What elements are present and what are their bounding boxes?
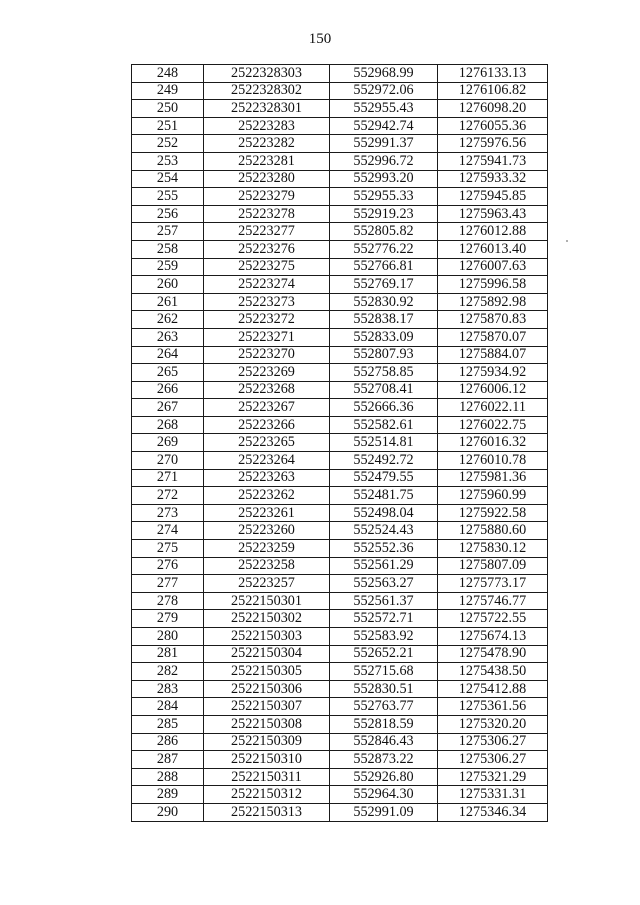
x-coordinate-cell: 552524.43 bbox=[330, 522, 438, 540]
point-id-cell: 25223272 bbox=[204, 311, 330, 329]
x-coordinate-cell: 552833.09 bbox=[330, 328, 438, 346]
table-row bbox=[132, 680, 548, 698]
point-number-cell: 275 bbox=[132, 540, 204, 558]
point-id-cell: 25223275 bbox=[204, 258, 330, 276]
table-row bbox=[132, 786, 548, 804]
x-coordinate-cell: 552498.04 bbox=[330, 504, 438, 522]
point-number-cell: 268 bbox=[132, 416, 204, 434]
point-number-cell: 263 bbox=[132, 328, 204, 346]
table-row bbox=[132, 663, 548, 681]
y-coordinate-cell: 1275941.73 bbox=[438, 152, 548, 170]
y-coordinate-cell: 1275933.32 bbox=[438, 170, 548, 188]
point-number-cell: 289 bbox=[132, 786, 204, 804]
y-coordinate-cell: 1276006.12 bbox=[438, 381, 548, 399]
x-coordinate-cell: 552846.43 bbox=[330, 733, 438, 751]
table-row bbox=[132, 328, 548, 346]
table-row bbox=[132, 715, 548, 733]
point-number-cell: 258 bbox=[132, 240, 204, 258]
x-coordinate-cell: 552514.81 bbox=[330, 434, 438, 452]
point-id-cell: 25223269 bbox=[204, 364, 330, 382]
point-number-cell: 273 bbox=[132, 504, 204, 522]
point-number-cell: 260 bbox=[132, 276, 204, 294]
y-coordinate-cell: 1275306.27 bbox=[438, 751, 548, 769]
scan-speck bbox=[566, 240, 568, 242]
table-row bbox=[132, 82, 548, 100]
point-id-cell: 25223264 bbox=[204, 452, 330, 470]
point-number-cell: 286 bbox=[132, 733, 204, 751]
x-coordinate-cell: 552991.09 bbox=[330, 803, 438, 821]
y-coordinate-cell: 1275438.50 bbox=[438, 663, 548, 681]
point-number-cell: 284 bbox=[132, 698, 204, 716]
x-coordinate-cell: 552838.17 bbox=[330, 311, 438, 329]
point-number-cell: 282 bbox=[132, 663, 204, 681]
point-number-cell: 256 bbox=[132, 205, 204, 223]
point-id-cell: 2522150310 bbox=[204, 751, 330, 769]
point-number-cell: 274 bbox=[132, 522, 204, 540]
point-number-cell: 276 bbox=[132, 557, 204, 575]
x-coordinate-cell: 552926.80 bbox=[330, 768, 438, 786]
y-coordinate-cell: 1275807.09 bbox=[438, 557, 548, 575]
x-coordinate-cell: 552873.22 bbox=[330, 751, 438, 769]
table-row bbox=[132, 751, 548, 769]
point-number-cell: 280 bbox=[132, 628, 204, 646]
point-number-cell: 262 bbox=[132, 311, 204, 329]
point-number-cell: 272 bbox=[132, 487, 204, 505]
x-coordinate-cell: 552776.22 bbox=[330, 240, 438, 258]
point-number-cell: 281 bbox=[132, 645, 204, 663]
x-coordinate-cell: 552991.37 bbox=[330, 135, 438, 153]
y-coordinate-cell: 1275934.92 bbox=[438, 364, 548, 382]
x-coordinate-cell: 552818.59 bbox=[330, 715, 438, 733]
point-number-cell: 283 bbox=[132, 680, 204, 698]
x-coordinate-cell: 552830.92 bbox=[330, 293, 438, 311]
point-id-cell: 25223267 bbox=[204, 399, 330, 417]
point-id-cell: 25223268 bbox=[204, 381, 330, 399]
point-id-cell: 2522150313 bbox=[204, 803, 330, 821]
point-id-cell: 2522150306 bbox=[204, 680, 330, 698]
point-id-cell: 25223266 bbox=[204, 416, 330, 434]
point-id-cell: 25223282 bbox=[204, 135, 330, 153]
coordinates-table bbox=[131, 64, 548, 822]
y-coordinate-cell: 1275996.58 bbox=[438, 276, 548, 294]
table-row bbox=[132, 311, 548, 329]
point-id-cell: 2522150308 bbox=[204, 715, 330, 733]
y-coordinate-cell: 1275830.12 bbox=[438, 540, 548, 558]
x-coordinate-cell: 552805.82 bbox=[330, 223, 438, 241]
y-coordinate-cell: 1275922.58 bbox=[438, 504, 548, 522]
point-number-cell: 278 bbox=[132, 592, 204, 610]
y-coordinate-cell: 1276055.36 bbox=[438, 117, 548, 135]
x-coordinate-cell: 552481.75 bbox=[330, 487, 438, 505]
point-number-cell: 261 bbox=[132, 293, 204, 311]
x-coordinate-cell: 552830.51 bbox=[330, 680, 438, 698]
table-row bbox=[132, 628, 548, 646]
point-number-cell: 250 bbox=[132, 100, 204, 118]
point-id-cell: 25223265 bbox=[204, 434, 330, 452]
y-coordinate-cell: 1275346.34 bbox=[438, 803, 548, 821]
point-id-cell: 2522150303 bbox=[204, 628, 330, 646]
point-id-cell: 2522150312 bbox=[204, 786, 330, 804]
coordinates-table-body bbox=[132, 65, 548, 822]
point-id-cell: 2522150309 bbox=[204, 733, 330, 751]
table-row bbox=[132, 399, 548, 417]
table-row bbox=[132, 803, 548, 821]
y-coordinate-cell: 1275945.85 bbox=[438, 188, 548, 206]
x-coordinate-cell: 552964.30 bbox=[330, 786, 438, 804]
table-row bbox=[132, 240, 548, 258]
point-number-cell: 285 bbox=[132, 715, 204, 733]
table-row bbox=[132, 557, 548, 575]
x-coordinate-cell: 552583.92 bbox=[330, 628, 438, 646]
x-coordinate-cell: 552968.99 bbox=[330, 65, 438, 83]
y-coordinate-cell: 1275870.07 bbox=[438, 328, 548, 346]
table-row bbox=[132, 293, 548, 311]
table-row bbox=[132, 117, 548, 135]
y-coordinate-cell: 1275870.83 bbox=[438, 311, 548, 329]
x-coordinate-cell: 552479.55 bbox=[330, 469, 438, 487]
point-id-cell: 25223278 bbox=[204, 205, 330, 223]
point-number-cell: 254 bbox=[132, 170, 204, 188]
table-row bbox=[132, 469, 548, 487]
point-number-cell: 255 bbox=[132, 188, 204, 206]
point-id-cell: 25223263 bbox=[204, 469, 330, 487]
table-row bbox=[132, 170, 548, 188]
point-id-cell: 25223273 bbox=[204, 293, 330, 311]
y-coordinate-cell: 1276106.82 bbox=[438, 82, 548, 100]
x-coordinate-cell: 552715.68 bbox=[330, 663, 438, 681]
table-row bbox=[132, 188, 548, 206]
x-coordinate-cell: 552972.06 bbox=[330, 82, 438, 100]
point-number-cell: 267 bbox=[132, 399, 204, 417]
y-coordinate-cell: 1275963.43 bbox=[438, 205, 548, 223]
x-coordinate-cell: 552708.41 bbox=[330, 381, 438, 399]
table-row bbox=[132, 645, 548, 663]
point-id-cell: 25223277 bbox=[204, 223, 330, 241]
y-coordinate-cell: 1275320.20 bbox=[438, 715, 548, 733]
table-row bbox=[132, 364, 548, 382]
point-number-cell: 287 bbox=[132, 751, 204, 769]
x-coordinate-cell: 552955.43 bbox=[330, 100, 438, 118]
point-id-cell: 2522328302 bbox=[204, 82, 330, 100]
point-number-cell: 248 bbox=[132, 65, 204, 83]
x-coordinate-cell: 552996.72 bbox=[330, 152, 438, 170]
y-coordinate-cell: 1275773.17 bbox=[438, 575, 548, 593]
table-row bbox=[132, 733, 548, 751]
table-row bbox=[132, 434, 548, 452]
point-number-cell: 251 bbox=[132, 117, 204, 135]
table-row bbox=[132, 135, 548, 153]
point-number-cell: 266 bbox=[132, 381, 204, 399]
x-coordinate-cell: 552763.77 bbox=[330, 698, 438, 716]
table-row bbox=[132, 768, 548, 786]
x-coordinate-cell: 552666.36 bbox=[330, 399, 438, 417]
point-id-cell: 25223257 bbox=[204, 575, 330, 593]
x-coordinate-cell: 552572.71 bbox=[330, 610, 438, 628]
x-coordinate-cell: 552492.72 bbox=[330, 452, 438, 470]
table-row bbox=[132, 416, 548, 434]
y-coordinate-cell: 1275981.36 bbox=[438, 469, 548, 487]
y-coordinate-cell: 1275331.31 bbox=[438, 786, 548, 804]
point-number-cell: 290 bbox=[132, 803, 204, 821]
y-coordinate-cell: 1275892.98 bbox=[438, 293, 548, 311]
point-id-cell: 25223276 bbox=[204, 240, 330, 258]
table-row bbox=[132, 592, 548, 610]
point-id-cell: 2522150302 bbox=[204, 610, 330, 628]
point-id-cell: 25223283 bbox=[204, 117, 330, 135]
point-number-cell: 270 bbox=[132, 452, 204, 470]
point-id-cell: 25223274 bbox=[204, 276, 330, 294]
x-coordinate-cell: 552561.37 bbox=[330, 592, 438, 610]
point-id-cell: 25223271 bbox=[204, 328, 330, 346]
table-row bbox=[132, 698, 548, 716]
x-coordinate-cell: 552552.36 bbox=[330, 540, 438, 558]
point-number-cell: 265 bbox=[132, 364, 204, 382]
point-number-cell: 264 bbox=[132, 346, 204, 364]
point-number-cell: 259 bbox=[132, 258, 204, 276]
point-number-cell: 288 bbox=[132, 768, 204, 786]
point-id-cell: 2522150307 bbox=[204, 698, 330, 716]
y-coordinate-cell: 1276007.63 bbox=[438, 258, 548, 276]
point-id-cell: 25223270 bbox=[204, 346, 330, 364]
x-coordinate-cell: 552766.81 bbox=[330, 258, 438, 276]
y-coordinate-cell: 1276012.88 bbox=[438, 223, 548, 241]
table-row bbox=[132, 346, 548, 364]
table-row bbox=[132, 276, 548, 294]
point-id-cell: 25223281 bbox=[204, 152, 330, 170]
page-number: 150 bbox=[308, 31, 332, 47]
y-coordinate-cell: 1275412.88 bbox=[438, 680, 548, 698]
point-number-cell: 257 bbox=[132, 223, 204, 241]
point-id-cell: 25223259 bbox=[204, 540, 330, 558]
y-coordinate-cell: 1276016.32 bbox=[438, 434, 548, 452]
point-number-cell: 279 bbox=[132, 610, 204, 628]
point-id-cell: 25223258 bbox=[204, 557, 330, 575]
x-coordinate-cell: 552561.29 bbox=[330, 557, 438, 575]
point-id-cell: 2522328301 bbox=[204, 100, 330, 118]
table-row bbox=[132, 610, 548, 628]
table-row bbox=[132, 65, 548, 83]
y-coordinate-cell: 1275361.56 bbox=[438, 698, 548, 716]
point-id-cell: 25223260 bbox=[204, 522, 330, 540]
table-row bbox=[132, 100, 548, 118]
y-coordinate-cell: 1275674.13 bbox=[438, 628, 548, 646]
x-coordinate-cell: 552919.23 bbox=[330, 205, 438, 223]
y-coordinate-cell: 1275306.27 bbox=[438, 733, 548, 751]
table-row bbox=[132, 223, 548, 241]
table-row bbox=[132, 540, 548, 558]
y-coordinate-cell: 1275880.60 bbox=[438, 522, 548, 540]
point-number-cell: 277 bbox=[132, 575, 204, 593]
x-coordinate-cell: 552807.93 bbox=[330, 346, 438, 364]
table-row bbox=[132, 487, 548, 505]
x-coordinate-cell: 552758.85 bbox=[330, 364, 438, 382]
point-id-cell: 25223280 bbox=[204, 170, 330, 188]
x-coordinate-cell: 552769.17 bbox=[330, 276, 438, 294]
point-id-cell: 25223262 bbox=[204, 487, 330, 505]
point-id-cell: 2522150304 bbox=[204, 645, 330, 663]
point-number-cell: 269 bbox=[132, 434, 204, 452]
x-coordinate-cell: 552652.21 bbox=[330, 645, 438, 663]
point-number-cell: 271 bbox=[132, 469, 204, 487]
y-coordinate-cell: 1276010.78 bbox=[438, 452, 548, 470]
y-coordinate-cell: 1275478.90 bbox=[438, 645, 548, 663]
x-coordinate-cell: 552955.33 bbox=[330, 188, 438, 206]
point-number-cell: 253 bbox=[132, 152, 204, 170]
point-id-cell: 2522150301 bbox=[204, 592, 330, 610]
y-coordinate-cell: 1275321.29 bbox=[438, 768, 548, 786]
x-coordinate-cell: 552582.61 bbox=[330, 416, 438, 434]
y-coordinate-cell: 1276022.11 bbox=[438, 399, 548, 417]
point-number-cell: 249 bbox=[132, 82, 204, 100]
point-id-cell: 25223261 bbox=[204, 504, 330, 522]
y-coordinate-cell: 1276013.40 bbox=[438, 240, 548, 258]
table-row bbox=[132, 258, 548, 276]
table-row bbox=[132, 522, 548, 540]
point-id-cell: 2522150311 bbox=[204, 768, 330, 786]
y-coordinate-cell: 1276098.20 bbox=[438, 100, 548, 118]
x-coordinate-cell: 552993.20 bbox=[330, 170, 438, 188]
table-row bbox=[132, 452, 548, 470]
table-row bbox=[132, 575, 548, 593]
y-coordinate-cell: 1275976.56 bbox=[438, 135, 548, 153]
point-id-cell: 25223279 bbox=[204, 188, 330, 206]
table-row bbox=[132, 504, 548, 522]
y-coordinate-cell: 1275722.55 bbox=[438, 610, 548, 628]
x-coordinate-cell: 552563.27 bbox=[330, 575, 438, 593]
x-coordinate-cell: 552942.74 bbox=[330, 117, 438, 135]
point-id-cell: 2522328303 bbox=[204, 65, 330, 83]
y-coordinate-cell: 1275746.77 bbox=[438, 592, 548, 610]
table-row bbox=[132, 152, 548, 170]
y-coordinate-cell: 1276133.13 bbox=[438, 65, 548, 83]
y-coordinate-cell: 1275884.07 bbox=[438, 346, 548, 364]
point-id-cell: 2522150305 bbox=[204, 663, 330, 681]
y-coordinate-cell: 1276022.75 bbox=[438, 416, 548, 434]
table-row bbox=[132, 381, 548, 399]
point-number-cell: 252 bbox=[132, 135, 204, 153]
y-coordinate-cell: 1275960.99 bbox=[438, 487, 548, 505]
table-row bbox=[132, 205, 548, 223]
